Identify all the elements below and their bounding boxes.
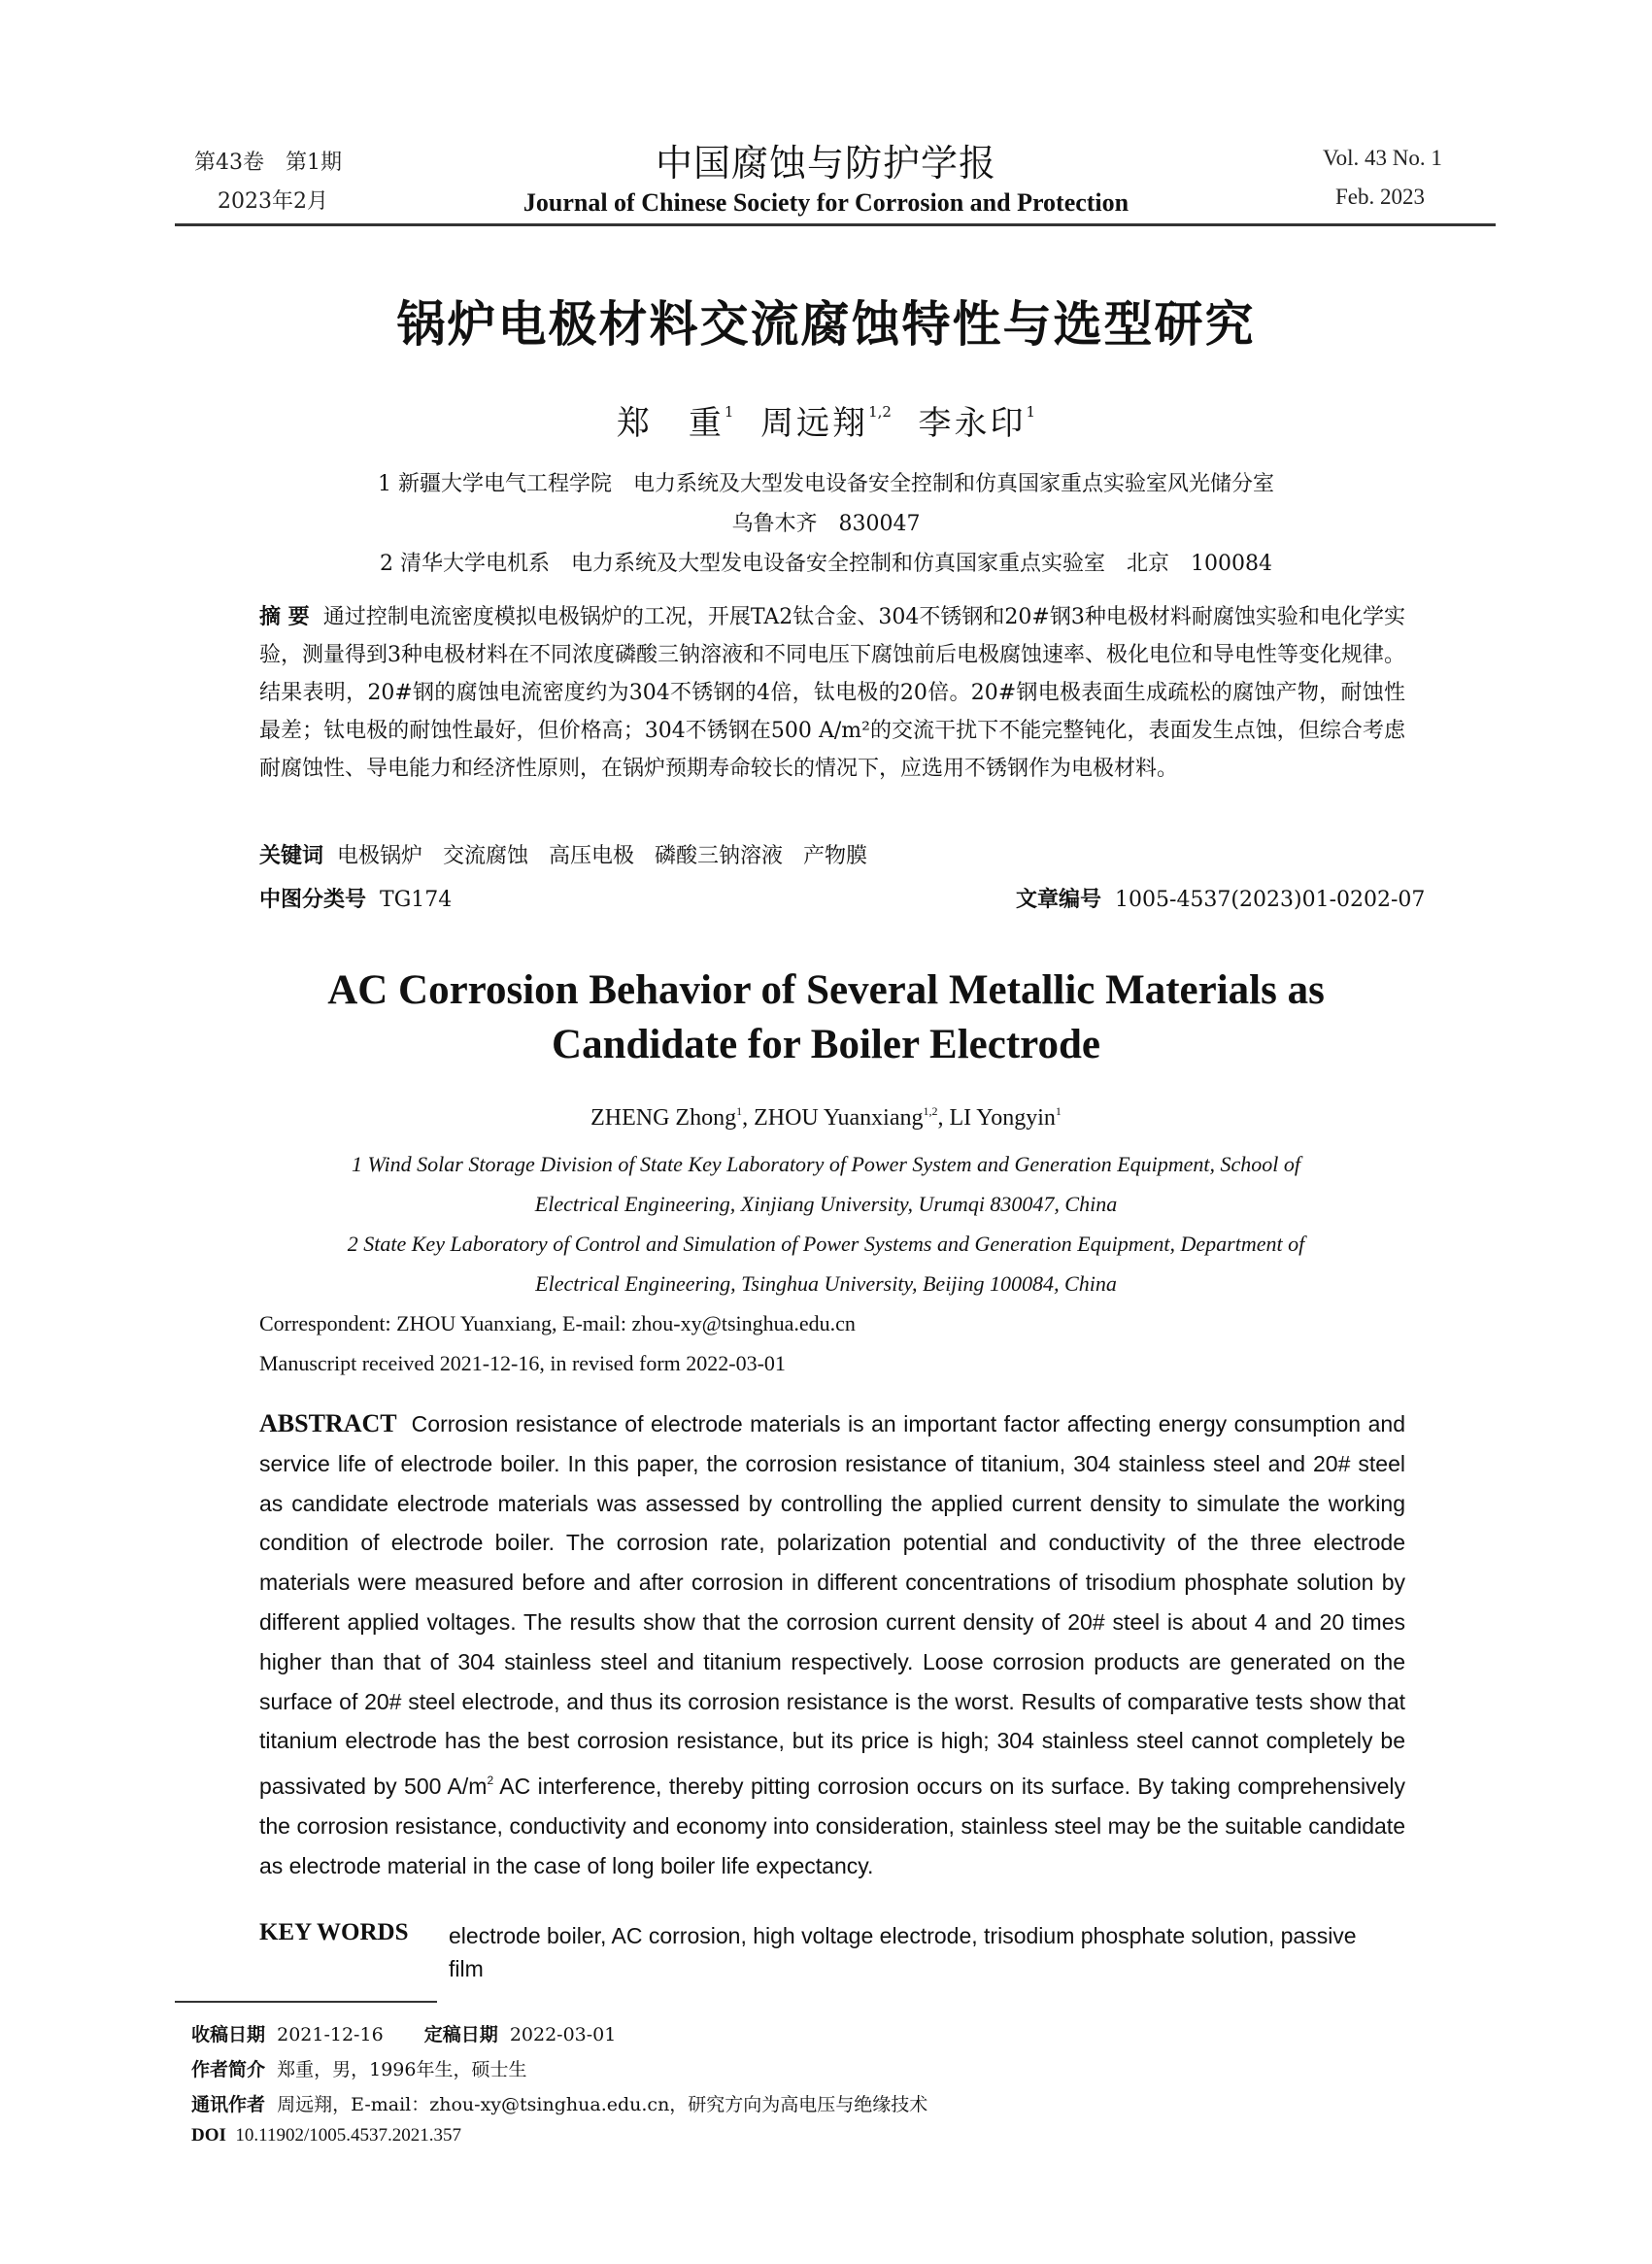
article-number-value: 1005-4537(2023)01-0202-07 [1115,888,1426,912]
volume-issue-cn: 第43卷 第1期 [194,151,342,175]
doi-value: 10.11902/1005.4537.2021.357 [235,2125,461,2146]
keyword-cn: 交流腐蚀 [443,844,529,868]
authors-cn [0,396,1652,444]
received-value: 2021-12-16 [277,2024,384,2045]
journal-name-en: Journal of Chinese Society for Corrosion and Protection [523,188,1129,217]
keyword-cn: 产物膜 [803,844,868,868]
keyword-cn: 磷酸三钠溶液 [655,844,784,868]
author-value: 郑重，男，1996年生，硕士生 [277,2059,527,2080]
authors-en: ZHENG Zhong$^1$, ZHOU Yuanxiang$^{1,2}$, LI Yongyin$^1$ [590,1104,1062,1131]
correspondent: Correspondent: ZHOU Yuanxiang, E-mail: zhou-xy@tsinghua.edu.cn [259,1311,856,1335]
journal-name-cn: 中国腐蚀与防护学报 [655,142,996,185]
article-number-label: 文章编号 [1016,888,1102,912]
keywords-cn [259,839,867,869]
date-en: Feb. 2023 [1335,185,1425,209]
affiliation-cn-1-city: 乌鲁木齐 830047 [731,512,921,536]
affiliation-en-1-cont: Electrical Engineering, Xinjiang University, Urumqi 830047, China [534,1192,1118,1216]
footnote-corresponding [191,2090,927,2116]
abstract-cn [259,598,1405,788]
author-en: LI Yongyin [949,1105,1056,1131]
author-cn: 郑 重 [616,404,725,443]
abstract-en-text-2: AC interference, thereby pitting corrosion occurs on its surface. By taking comprehensively the corrosion resistance, conductivity and economy into consideration, stainless steel may be the suitable candidate as electrode material in the case of long boiler life expectancy. [259,1774,1406,1878]
manuscript-dates: Manuscript received 2021-12-16, in revised form 2022-03-01 [259,1351,786,1375]
received-label: 收稿日期 [191,2024,266,2045]
affiliation-en-2-cont: Electrical Engineering, Tsinghua University, Beijing 100084, China [535,1271,1117,1296]
doi-label: DOI [191,2125,226,2146]
keywords-cn-label: 关键词 [259,844,324,868]
title-en [0,963,1652,1072]
final-label: 定稿日期 [423,2024,498,2045]
title-en-line1: AC Corrosion Behavior of Several Metallic Materials as [327,967,1325,1013]
abstract-en-superscript: 2 [487,1774,494,1788]
author-cn: 李永印 [918,404,1027,443]
keyword-cn: 高压电极 [549,844,635,868]
author-en-aff: 1 [736,1104,743,1118]
footnote-author [191,2055,526,2081]
abstract-en-text-1: Corrosion resistance of electrode materials is an important factor affecting energy consumption and service life of electrode boiler. In this paper, the corrosion resistance of titanium, 304 stainless steel and 20# steel as candidate electrode materials was assessed by controlling the applied current density to simulate the working condition of electrode boiler. The corrosion rate, polarization potential and conductivity of the three electrode materials were measured before and after corrosion in different concentrations of trisodium phosphate solution by different applied voltages. The results show that the corrosion current density of 20# steel is about 4 and 20 times higher than that of 304 stainless steel and titanium respectively. Loose corrosion products are generated on the surface of 20# steel electrode, and thus its corrosion resistance is the worst. Results of comparative tests show that titanium electrode has the best corrosion resistance, but its price is high; 304 stainless steel cannot completely be passivated by 500 A/m [259,1411,1405,1800]
author-cn: 周远翔 [760,404,869,443]
author-en-aff: 1 [1055,1104,1062,1118]
article-number [1016,883,1425,913]
keywords-en [259,1919,1405,1985]
affiliation-en-1: 1 Wind Solar Storage Division of State Key Laboratory of Power System and Generation Equipment, School of [351,1152,1301,1176]
author-en-aff: 1,2 [923,1104,938,1118]
abstract-cn-label: 摘 要 [259,605,310,629]
author-en: ZHOU Yuanxiang [754,1105,924,1131]
classification-number [259,883,452,913]
title-cn: 锅炉电极材料交流腐蚀特性与选型研究 [396,296,1256,353]
author-label: 作者简介 [191,2059,266,2080]
keyword-cn: 电极锅炉 [337,844,423,868]
date-cn: 2023年2月 [218,189,328,214]
keywords-en-value: electrode boiler, AC corrosion, high voltage electrode, trisodium phosphate solution, passive film [449,1923,1357,1981]
classification-value: TG174 [380,888,453,912]
volume-issue-en: Vol. 43 No. 1 [1323,146,1442,170]
title-en-line2: Candidate for Boiler Electrode [552,1022,1100,1067]
author-cn-aff: 1 [724,403,734,421]
classification-label: 中图分类号 [259,888,367,912]
affiliation-en-2: 2 State Key Laboratory of Control and Simulation of Power Systems and Generation Equipment, Department of [347,1232,1305,1256]
footnote-dates [191,2020,616,2046]
footnote-doi [191,2125,461,2146]
affiliation-cn-2: 2 清华大学电机系 电力系统及大型发电设备安全控制和仿真国家重点实验室 北京 100084 [380,552,1272,576]
abstract-en-label: ABSTRACT [259,1409,397,1437]
author-cn-aff: 1 [1026,403,1036,421]
corr-value: 周远翔，E-mail：zhou-xy@tsinghua.edu.cn，研究方向为高电压与绝缘技术 [277,2094,928,2115]
author-cn-aff: 1,2 [868,403,892,421]
keywords-en-label: KEY WORDS [259,1919,409,1945]
abstract-cn-text: 通过控制电流密度模拟电极锅炉的工况，开展TA2钛合金、304不锈钢和20#钢3种电极材料耐腐蚀实验和电化学实验，测量得到3种电极材料在不同浓度磷酸三钠溶液和不同电压下腐蚀前后电极腐蚀速率、极化电位和导电性等变化规律。结果表明，20#钢的腐蚀电流密度约为304不锈钢的4倍，钛电极的20倍。20#钢电极表面生成疏松的腐蚀产物，耐蚀性最差；钛电极的耐蚀性最好，但价格高；304不锈钢在500 A/m²的交流干扰下不能完整钝化，表面发生点蚀，但综合考虑耐腐蚀性、导电能力和经济性原则，在锅炉预期寿命较长的情况下，应选用不锈钢作为电极材料。 [259,605,1406,781]
footnote-rule [175,2001,437,2003]
affiliation-cn-1: 1 新疆大学电气工程学院 电力系统及大型发电设备安全控制和仿真国家重点实验室风光储分室 [378,472,1274,496]
header-rule [175,223,1496,226]
abstract-en [259,1404,1405,1886]
final-value: 2022-03-01 [509,2024,617,2045]
corr-label: 通讯作者 [191,2094,266,2115]
author-en: ZHENG Zhong [590,1105,737,1131]
